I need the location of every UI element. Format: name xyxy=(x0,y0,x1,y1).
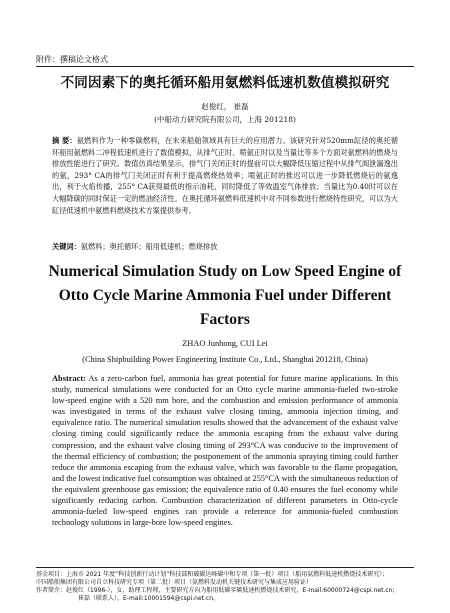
chinese-keywords-label: 关键词： xyxy=(52,242,81,251)
chinese-abstract xyxy=(52,135,398,216)
chinese-title: 不同因素下的奥托循环船用氨燃料低速机数值模拟研究 xyxy=(60,75,390,91)
footnote-author-bio: 作者简介：赵俊红（1996-），女，助理工程师，主要研究方向为船用低碳零碳低速机燃烧技术研究，E-mail:60000724@cspi.net.cn; xyxy=(36,587,395,594)
english-title: Numerical Simulation Study on Low Speed Engine of Otto Cycle Marine Ammonia Fuel under Different Factors xyxy=(48,263,402,328)
footnote-rule xyxy=(36,567,414,568)
english-affiliation: (China Shipbuilding Power Engineering Institute Co., Ltd., Shanghai 201218, China) xyxy=(82,355,368,364)
attachment-label: 附件：撰稿论文格式 xyxy=(36,55,108,64)
english-abstract xyxy=(52,373,398,528)
chinese-affiliation: (中船动力研究院有限公司，上海 201218) xyxy=(154,115,296,124)
english-authors: ZHAO Junhong, CUI Lei xyxy=(182,339,268,348)
footnote xyxy=(36,571,416,603)
chinese-abstract-text: 氨燃料作为一种零碳燃料，在未来船舶领域具有巨大的应用潜力。该研究针对520mm缸径的奥托循环船用氨燃料二冲程低速机进行了数值模拟，从排气正时、喷氨正时以及当量比等多个方面对氨燃料的燃烧与排放性能进行了研究。数值仿真结果显示，排气门关闭正时的提前可以大幅降低压缩过程中从排气阀泄漏逸出的氨，293° CA的排气门关闭正时有利于提高燃烧热效率；喷氨正时的推迟可以进一步降低燃烧后的氨逸出，利于火焰传播，255° CA获得最低的指示油耗，同时降低了等效温室气体排放；当量比为0.40时可以在大幅降碳的同时保证一定的燃油经济性。在奥托循环氨燃料低速机中对不同参数进行燃烧特性研究，可以为大缸径低速机中氨燃料燃烧技术方案提供参考。 xyxy=(52,136,398,215)
chinese-keywords xyxy=(52,241,398,252)
english-abstract-text: As a zero-carbon fuel, ammonia has great potential for future marine applications. In this study, numerical simulations were conducted for an Otto cycle marine ammonia-fueled two-stroke low-speed engine with a 520 mm bore, and the combustion and emission performance of ammonia was investigated in terms of the exhaust valve closing timing, ammonia injection timing, and equivalence ratio. The numerical simulation results showed that the advancement of the exhaust valve closing timing could significantly reduce the ammonia escaping from the exhaust valve during compression, and the exhaust valve closing timing of 293°CA was conducive to the improvement of the thermal efficiency of combustion; the postponement of the ammonia spraying timing could further reduce the ammonia escaping from the exhaust valve, which was favorable to the flame propagation, and the lowest indicative fuel consumption was obtained at 255°CA with the simultaneous reduction of the equivalent greenhouse gas emission; the equivalence ratio of 0.40 ensures the fuel economy while significantly reducing carbon. Combustion characterization of different parameters in Otto-cycle ammonia-fueled low-speed engines can provide a reference for ammonia-fueled combustion technology solutions in large-bore low-speed engines. xyxy=(52,374,398,528)
header-rule xyxy=(36,66,414,67)
chinese-abstract-label: 摘 要： xyxy=(52,136,77,145)
chinese-authors: 赵俊红， 崔磊 xyxy=(201,102,249,111)
footnote-funding-line-1: 基金项目：上海市 2021 年度“科技创新行动计划”科技部和破碳达峰碳中和专项（第一批）项目（船用氨燃料低速机燃烧技术研究）； xyxy=(36,571,389,578)
footnote-contact: 崔磊（联系人），E-mail:10001594@cspi.net.cn。 xyxy=(78,595,220,602)
chinese-keywords-text: 氨燃料；奥托循环；船用低速机；燃烧排放 xyxy=(80,242,218,251)
english-abstract-label: Abstract: xyxy=(52,374,86,383)
footnote-funding-line-2: 中国船舶集团有限公司自立科技研究专项（第二批）项目（氨燃料发动机关键技术研究与集成应用验证） xyxy=(36,579,313,586)
